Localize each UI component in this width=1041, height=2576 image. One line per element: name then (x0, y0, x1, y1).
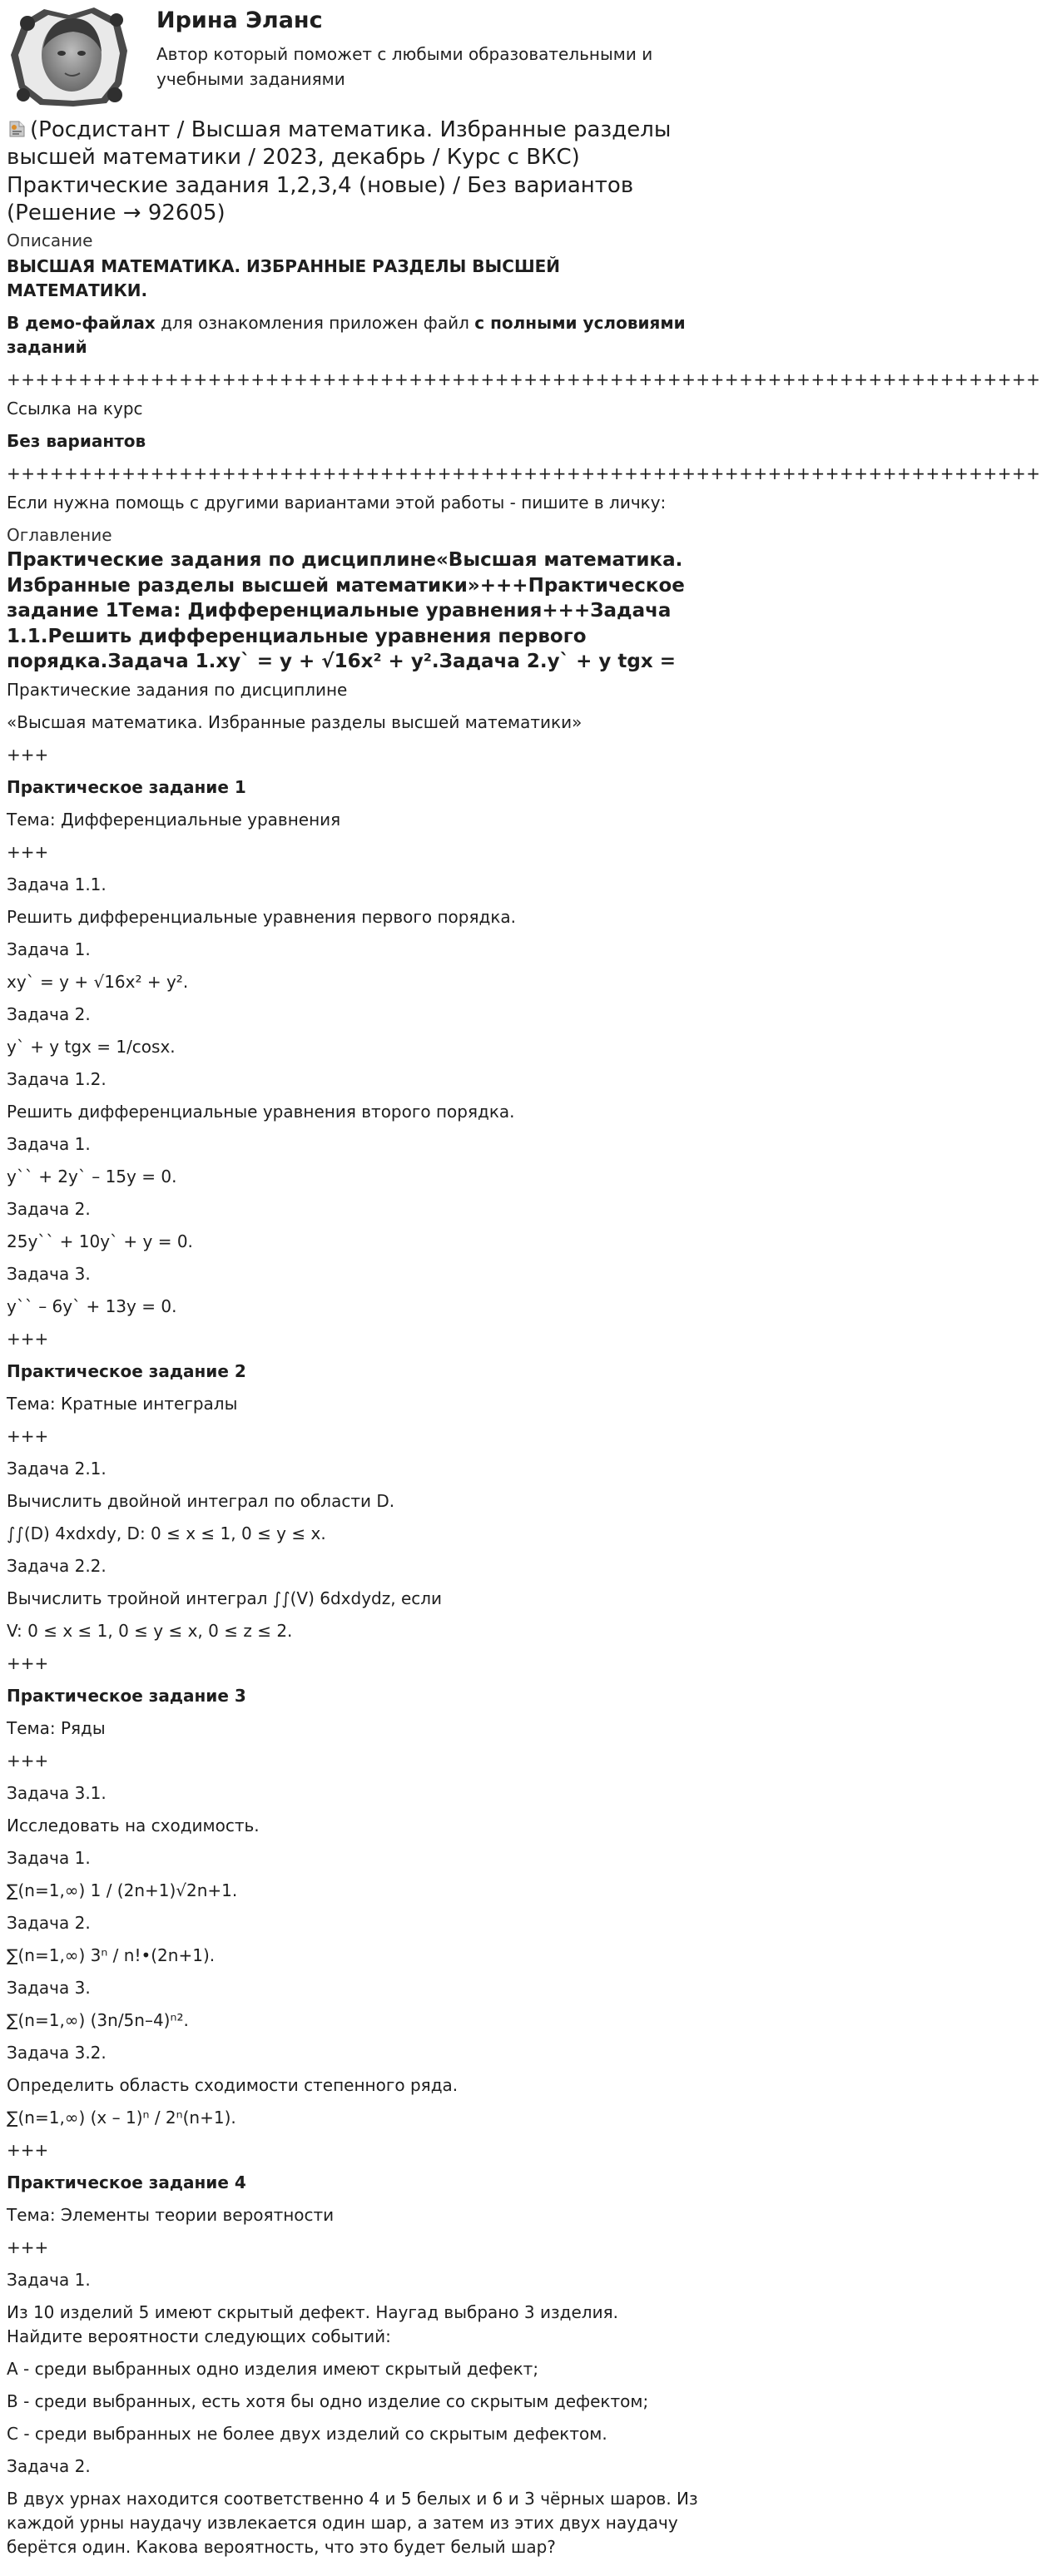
body-line: xy` = y + √16x² + y². (7, 971, 189, 992)
body-line: Из 10 изделий 5 имеют скрытый дефект. Наугад выбрано 3 изделия. Найдите вероятности следующих событий: (7, 2301, 618, 2346)
body-line: Вычислить тройной интеграл ∫∫(V) 6dxdydz, если (7, 1588, 443, 1608)
help-note: Если нужна помощь с другими вариантами этой работы - пишите в личку: (7, 493, 667, 513)
body-line: Задача 1. (7, 1133, 91, 1154)
body-line: Задача 2.1. (7, 1458, 107, 1479)
body-line: +++ (7, 841, 49, 862)
author-info (156, 5, 656, 92)
author-card (7, 0, 698, 116)
section-heading: Практическое задание 3 (7, 1685, 246, 1706)
body-line: +++ (7, 1750, 49, 1771)
user-avatar-icon[interactable] (7, 5, 131, 109)
body-line: y` + y tgx = 1/cosx. (7, 1036, 176, 1057)
author-name[interactable]: Ирина Эланс (156, 7, 323, 33)
body-line: С - среди выбранных не более двух изделий со скрытым дефектом. (7, 2423, 607, 2444)
description-label: Описание (7, 230, 93, 251)
body-line: «Высшая математика. Избранные разделы высшей математики» (7, 711, 582, 732)
demo-files-suffix: с полными условиями заданий (7, 313, 686, 358)
body-line: Задача 2. (7, 1003, 91, 1024)
body-line: 25y`` + 10y` + y = 0. (7, 1231, 193, 1251)
description-heading: ВЫСШАЯ МАТЕМАТИКА. ИЗБРАННЫЕ РАЗДЕЛЫ ВЫСШЕЙ МАТЕМАТИКИ. (7, 256, 561, 301)
body-line: Задача 2. (7, 1198, 91, 1219)
body-line: Задача 2. (7, 2455, 91, 2476)
body-line: Задача 2.2. (7, 1555, 107, 1576)
body-line: Задача 1. (7, 939, 91, 959)
body-line: V: 0 ≤ x ≤ 1, 0 ≤ y ≤ x, 0 ≤ z ≤ 2. (7, 1620, 293, 1641)
body-line: Задача 1. (7, 1847, 91, 1868)
body-line: +++ (7, 2237, 49, 2257)
body-line: Задача 3.1. (7, 1782, 107, 1803)
file-icon (7, 118, 27, 136)
body-line: ∑(n=1,∞) 3ⁿ / n!•(2n+1). (7, 1944, 216, 1965)
body-line: В двух урнах находится соответственно 4 и 5 белых и 6 и 3 чёрных шаров. Из каждой урны наудачу извлекается один шар, а затем из этих двух наудачу берётся один. Какова вероятность, что это будет белый шар? (7, 2488, 698, 2557)
body-line: Задача 1. (7, 2269, 91, 2290)
body-line: +++ (7, 1328, 49, 1349)
no-variants-label: Без вариантов (7, 431, 146, 452)
body-line: +++ (7, 2139, 49, 2160)
body-line: В - среди выбранных, есть хотя бы одно изделие со скрытым дефектом; (7, 2390, 649, 2411)
separator-line: ++++++++++++++++++++++++++++++++++++++++++++++++++++++++++++++++++++++++ (7, 463, 1041, 484)
body-line: Тема: Ряды (7, 1717, 106, 1738)
body-line: ∑(n=1,∞) (3n/5n–4)ⁿ². (7, 2009, 189, 2030)
body-line: Задача 3.2. (7, 2042, 107, 2063)
toc-label: Оглавление (7, 525, 112, 546)
body-line: Вычислить двойной интеграл по области D. (7, 1490, 395, 1511)
body-line: Определить область сходимости степенного ряда. (7, 2074, 459, 2095)
work-title (7, 116, 698, 227)
body-line: ∑(n=1,∞) 1 / (2n+1)√2n+1. (7, 1880, 238, 1900)
body-line: Тема: Кратные интегралы (7, 1393, 238, 1414)
work-title-text: (Росдистант / Высшая математика. Избранные разделы высшей математики / 2023, декабрь / Курс с ВКС) Практические задания 1,2,3,4 (новые) / Без вариантов (Решение → 92605) (7, 117, 672, 225)
section-heading: Практическое задание 2 (7, 1360, 246, 1381)
body-line: Задача 3. (7, 1977, 91, 1998)
section-heading: Практическое задание 4 (7, 2172, 246, 2192)
body-line: Исследовать на сходимость. (7, 1815, 260, 1835)
body-line: Тема: Элементы теории вероятности (7, 2204, 335, 2225)
body-line: Задача 2. (7, 1912, 91, 1933)
body-line: Задача 3. (7, 1263, 91, 1284)
toc-title: Практические задания по дисциплине«Высшая математика. Избранные разделы высшей математики»+++Практическое задание 1Тема: Дифференциальные уравнения+++Задача 1.1.Решить дифференциальные уравнения первого порядка.Задача 1.xy` = y + √16x² + y².Задача 2.y` + y tgx = (7, 549, 685, 673)
body-line: +++ (7, 1425, 49, 1446)
body-line: ∑(n=1,∞) (x – 1)ⁿ / 2ⁿ(n+1). (7, 2107, 236, 2128)
section-heading: Практическое задание 1 (7, 776, 246, 797)
separator-line: ++++++++++++++++++++++++++++++++++++++++++++++++++++++++++++++++++++++++ (7, 369, 1041, 390)
body-line: Задача 1.1. (7, 874, 107, 894)
body-line: Задача 1.2. (7, 1068, 107, 1089)
demo-files-prefix: В демо-файлах (7, 313, 156, 334)
demo-files-middle: для ознакомления приложен файл (155, 313, 475, 334)
body-line: y`` – 6y` + 13y = 0. (7, 1295, 177, 1316)
body-line: +++ (7, 1652, 49, 1673)
body-line: А - среди выбранных одно изделия имеют скрытый дефект; (7, 2358, 539, 2379)
body-line: y`` + 2y` – 15y = 0. (7, 1166, 177, 1186)
body-line: Тема: Дифференциальные уравнения (7, 809, 341, 830)
author-description: Автор который поможет с любыми образовательными и учебными заданиями (156, 43, 653, 89)
demo-files-note (7, 311, 698, 359)
body-line: Решить дифференциальные уравнения второго порядка. (7, 1101, 515, 1122)
body-line: +++ (7, 744, 49, 765)
work-body (7, 678, 698, 2559)
body-line: ∫∫(D) 4xdxdy, D: 0 ≤ x ≤ 1, 0 ≤ y ≤ x. (7, 1523, 326, 1543)
course-link[interactable]: Ссылка на курс (7, 399, 143, 419)
body-line: Решить дифференциальные уравнения первого порядка. (7, 906, 517, 927)
body-line: Практические задания по дисциплине (7, 679, 348, 700)
